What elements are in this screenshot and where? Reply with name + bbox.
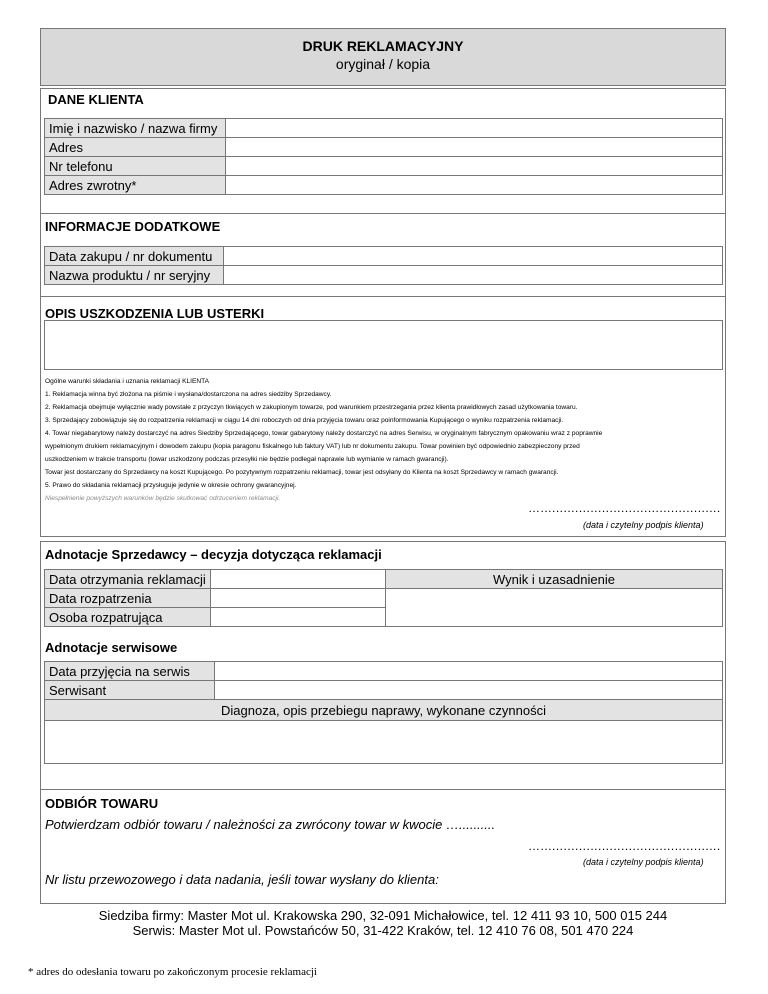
service-section-title: Adnotacje serwisowe [45, 640, 178, 655]
service-address: Serwis: Master Mot ul. Powstańców 50, 31-422 Kraków, tel. 12 410 76 08, 501 470 224 [132, 923, 634, 938]
table-row [45, 681, 723, 700]
pickup-signature-dots: …............................................... [528, 839, 721, 853]
table-row [45, 721, 723, 764]
footnote: * adres do odesłania towaru po zakończonym procesie reklamacji [28, 966, 317, 978]
waybill-text: Nr listu przewozowego i data nadania, jeśli towar wysłany do klienta: [45, 872, 439, 887]
terms-line: 2. Reklamacja obejmuje wyłącznie wady powstałe z przyczyn tkwiących w zakupionym towarze, pod warunkiem przestrzegania przez klienta prawidłowych zasad użytkowania towaru. [45, 404, 578, 411]
technician-input[interactable] [215, 681, 723, 700]
purchase-date-label: Data zakupu / nr dokumentu [45, 247, 224, 266]
terms-line: 3. Sprzedający zobowiązuje się do rozpatrzenia reklamacji w ciągu 14 dni roboczych od dnia przyjęcia towaru oraz poinformowania Kupującego o wyniku rozpatrzenia reklamacji. [45, 417, 564, 424]
terms-line: 5. Prawo do składania reklamacji przysługuje jedynie w okresie ochrony gwarancyjnej. [45, 482, 297, 489]
terms-heading: Ogólne warunki składania i uznania reklamacji KLIENTA [45, 378, 210, 385]
technician-label: Serwisant [45, 681, 215, 700]
table-row [45, 176, 723, 195]
client-phone-label: Nr telefonu [45, 157, 226, 176]
client-section-title: DANE KLIENTA [48, 92, 144, 107]
client-return-address-input[interactable] [226, 176, 723, 195]
client-address-label: Adres [45, 138, 226, 157]
table-row [45, 589, 723, 608]
seller-table [44, 569, 723, 627]
terms-line: 1. Reklamacja winna być złożona na piśmie i wysłana/dostarczona na adres siedziby Sprzedawcy. [45, 391, 332, 398]
additional-table [44, 246, 723, 285]
result-header: Wynik i uzasadnienie [386, 570, 723, 589]
table-row [45, 119, 723, 138]
receipt-date-label: Data otrzymania reklamacji [45, 570, 211, 589]
pickup-confirm-text: Potwierdzam odbiór towaru / należności za zwrócony towar w kwocie ….......... [45, 817, 496, 832]
service-date-label: Data przyjęcia na serwis [45, 662, 215, 681]
form-header [40, 28, 726, 86]
product-name-label: Nazwa produktu / nr seryjny [45, 266, 224, 285]
terms-line: Towar jest dostarczany do Sprzedawcy na koszt Kupującego. Po pozytywnym rozpatrzeniu reklamacji, towar jest odsyłany do Klienta na koszt Sprzedawcy w ramach gwarancji. [45, 469, 559, 476]
client-name-input[interactable] [226, 119, 723, 138]
table-row [45, 157, 723, 176]
table-row [45, 662, 723, 681]
table-row [45, 700, 723, 721]
form-title: DRUK REKLAMACYJNY [302, 38, 464, 54]
reviewer-input[interactable] [211, 608, 386, 627]
terms-line: wypełnionym drukiem reklamacyjnym i dowodem zakupu (kopia paragonu fiskalnego lub faktury VAT) lub nr dokumentu zakupu. Towar powinien być odpowiednio zabezpieczony przed [45, 443, 580, 450]
form-subtitle: oryginał / kopia [335, 56, 431, 72]
company-address: Siedziba firmy: Master Mot ul. Krakowska 290, 32-091 Michałowice, tel. 12 411 93 10, 500 015 244 [98, 908, 668, 923]
signature-caption: (data i czytelny podpis klienta) [583, 520, 704, 530]
company-info [40, 908, 726, 938]
table-row [45, 266, 723, 285]
diagnosis-header: Diagnoza, opis przebiegu naprawy, wykonane czynności [45, 700, 723, 721]
result-input[interactable] [386, 589, 723, 627]
diagnosis-input[interactable] [45, 721, 723, 764]
product-name-input[interactable] [224, 266, 723, 285]
pickup-signature-caption: (data i czytelny podpis klienta) [583, 857, 704, 867]
review-date-label: Data rozpatrzenia [45, 589, 211, 608]
terms-line: uszkodzeniem w trakcie transportu (towar uszkodzony podczas przesyłki nie będzie podlegał naprawie lub wymianie w ramach gwarancji). [45, 456, 449, 463]
client-address-input[interactable] [226, 138, 723, 157]
client-table [44, 118, 723, 195]
reviewer-label: Osoba rozpatrująca [45, 608, 211, 627]
pickup-section-title: ODBIÓR TOWARU [45, 796, 159, 811]
terms-line: 4. Towar niegabarytowy należy dostarczyć na adres Siedziby Sprzedającego, towar gabarytowy należy dostarczyć na adres Serwisu, w oryginalnym fabrycznym opakowaniu wraz z poprawnie [45, 430, 603, 437]
table-row [45, 247, 723, 266]
signature-dots: …............................................... [528, 501, 721, 515]
terms-warning: Niespełnienie powyższych warunków będzie skutkować odrzuceniem reklamacji. [45, 495, 281, 502]
service-table [44, 661, 723, 764]
seller-section-title: Adnotacje Sprzedawcy – decyzja dotycząca reklamacji [45, 547, 382, 562]
table-row [45, 138, 723, 157]
purchase-date-input[interactable] [224, 247, 723, 266]
defect-description-input[interactable] [44, 320, 723, 370]
table-row [45, 570, 723, 589]
client-name-label: Imię i nazwisko / nazwa firmy [45, 119, 226, 138]
receipt-date-input[interactable] [211, 570, 386, 589]
client-return-address-label: Adres zwrotny* [45, 176, 226, 195]
client-phone-input[interactable] [226, 157, 723, 176]
additional-section-title: INFORMACJE DODATKOWE [45, 219, 221, 234]
review-date-input[interactable] [211, 589, 386, 608]
defect-section-title: OPIS USZKODZENIA LUB USTERKI [45, 306, 265, 321]
service-date-input[interactable] [215, 662, 723, 681]
terms-block [45, 375, 721, 505]
